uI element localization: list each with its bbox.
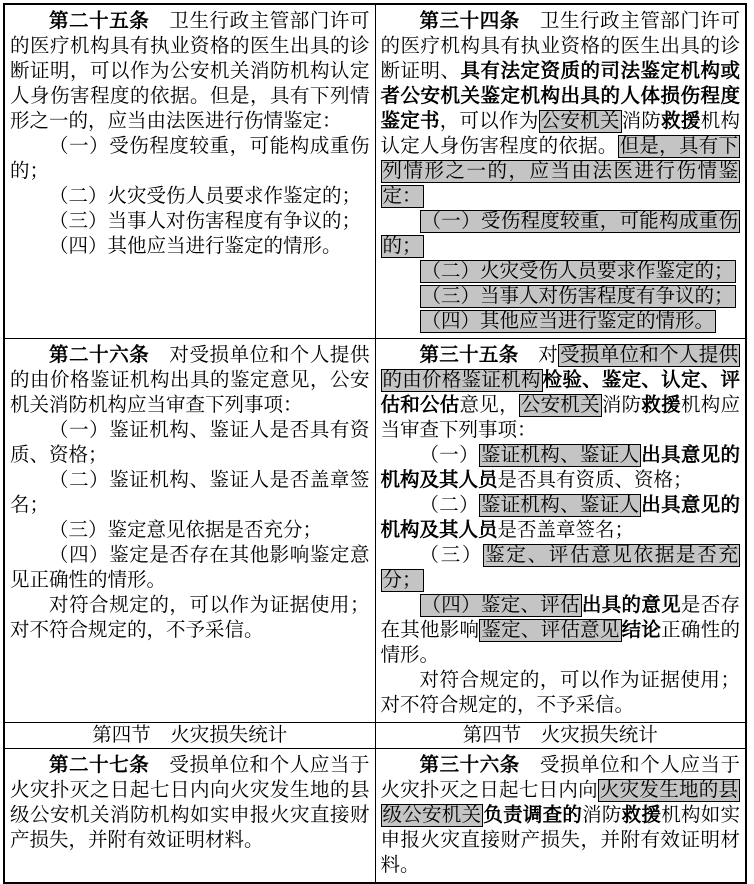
table-row — [4, 723, 746, 749]
text-segment: 正确性的情形。 — [380, 620, 740, 666]
paragraph — [10, 9, 370, 134]
paragraph — [10, 343, 370, 418]
paragraph — [10, 593, 370, 643]
text-segment: 是否盖章签名； — [497, 520, 635, 541]
cell-article-36 — [375, 749, 746, 884]
highlighted-segment: 但是，具有下列情形之一的，应当由法医进行伤情鉴定： — [382, 136, 738, 207]
highlighted-segment: （三）当事人对伤害程度有争议的； — [421, 286, 734, 307]
highlighted-segment: 公安机关 — [520, 395, 600, 416]
text-segment: （三）当事人对伤害程度有争议的； — [49, 211, 362, 232]
paragraph — [10, 468, 370, 518]
cell-article-27 — [4, 749, 375, 884]
table-row — [4, 749, 746, 884]
text-segment: （三）鉴定意见依据是否充分； — [49, 520, 323, 541]
highlighted-segment: （一）受伤程度较重，可能构成重伤的； — [382, 211, 738, 257]
paragraph — [381, 443, 741, 493]
bold-segment: 检验、鉴定、认定、评估和公估 — [380, 370, 740, 416]
comparison-table — [3, 3, 747, 884]
highlighted-segment: 公安机关 — [540, 111, 620, 132]
bold-segment: 第三十六条 — [419, 755, 520, 776]
bold-segment: 救援 — [641, 395, 681, 416]
paragraph — [381, 259, 741, 284]
bold-segment: 出具的意见 — [581, 595, 681, 616]
bold-segment: 第二十五条 — [49, 11, 150, 32]
highlighted-segment: （四）其他应当进行鉴定的情形。 — [421, 311, 715, 332]
paragraph — [381, 284, 741, 309]
paragraph — [10, 518, 370, 543]
cell-article-26 — [4, 339, 375, 723]
paragraph — [381, 753, 741, 878]
highlighted-segment: 火灾发生地的县级公安机关 — [382, 780, 738, 826]
bold-segment: 具有法定资质的司法鉴定机构或者公安机关鉴定机构出具的人体损伤程度鉴定书 — [380, 61, 740, 132]
paragraph — [10, 184, 370, 209]
text-segment: 受损单位和个人应当于火灾扑灭之日起七日内向 — [380, 755, 740, 801]
text-segment: （二）鉴证机构、鉴证人是否盖章签名； — [10, 470, 370, 516]
text-segment: 是否存在其他影响 — [380, 595, 740, 641]
text-segment: 机构如实申报火灾直接财产损失，并附有效证明材料。 — [380, 805, 740, 876]
paragraph — [10, 753, 370, 853]
bold-segment: 救援 — [661, 111, 701, 132]
section-title: 第四节 火灾损失统计 — [92, 725, 288, 746]
text-segment: 对受损单位和个人提供的由价格鉴证机构出具的鉴定意见，公安机关消防机构应当审查下列事项： — [10, 345, 370, 416]
text-segment: （一）鉴证机构、鉴证人是否具有资质、资格； — [10, 420, 370, 466]
paragraph — [381, 668, 741, 718]
text-segment: 卫生行政主管部门许可的医疗机构具有执业资格的医生出具的诊断证明、 — [380, 11, 740, 82]
highlighted-segment: 鉴定、评估意见依据是否充分； — [382, 545, 738, 591]
text-segment: 对 — [518, 345, 559, 366]
paragraph — [10, 418, 370, 468]
comparison-table-body — [4, 4, 746, 883]
bold-segment: 出具意见的机构及其人员 — [380, 495, 740, 541]
paragraph — [381, 309, 741, 334]
paragraph — [10, 209, 370, 234]
text-segment: 消防 — [621, 111, 662, 132]
text-segment: 受损单位和个人应当于火灾扑灭之日起七日内向火灾发生地的县级公安机关消防机构如实申报火灾直接财产损失，并附有效证明材料。 — [10, 755, 370, 851]
paragraph — [381, 493, 741, 543]
table-row — [4, 339, 746, 723]
table-row — [4, 4, 746, 339]
paragraph — [10, 543, 370, 593]
section-title: 第四节 火灾损失统计 — [462, 725, 658, 746]
bold-segment: 结论 — [621, 620, 662, 641]
paragraph — [381, 593, 741, 668]
text-segment: 意见， — [459, 395, 519, 416]
bold-segment: 负责调查的 — [483, 805, 583, 826]
text-segment: 机构认定人身伤害程度的依据。 — [380, 111, 740, 157]
bold-segment: 第二十七条 — [49, 755, 150, 776]
text-segment: （四）鉴定是否存在其他影响鉴定意见正确性的情形。 — [10, 545, 370, 591]
bold-segment: 第三十五条 — [419, 345, 519, 366]
bold-segment: 出具意见的机构及其人员 — [380, 445, 740, 491]
text-segment: 对符合规定的，可以作为证据使用；对不符合规定的，不予采信。 — [380, 670, 740, 716]
text-segment: （二） — [419, 495, 479, 516]
cell-article-25 — [4, 4, 375, 339]
text-segment: ，可以作为 — [439, 111, 539, 132]
bold-segment: 第二十六条 — [49, 345, 150, 366]
highlighted-segment: 鉴定、评估意见 — [481, 620, 620, 641]
text-segment: （三） — [419, 545, 484, 566]
cell-section-left — [4, 723, 375, 749]
bold-segment: 第三十四条 — [419, 11, 520, 32]
highlighted-segment: （四）鉴定、评估 — [421, 595, 580, 616]
cell-article-34 — [375, 4, 746, 339]
paragraph — [10, 134, 370, 184]
text-segment: 消防 — [601, 395, 642, 416]
text-segment: （一） — [419, 445, 479, 466]
paragraph — [10, 234, 370, 259]
paragraph — [381, 9, 741, 209]
text-segment: 消防 — [582, 805, 622, 826]
text-segment: 机构应当审查下列事项： — [380, 395, 740, 441]
cell-article-35 — [375, 339, 746, 723]
text-segment: 是否具有资质、资格； — [497, 470, 693, 491]
bold-segment: 救援 — [621, 805, 662, 826]
text-segment: （一）受伤程度较重，可能构成重伤的； — [10, 136, 370, 182]
text-segment: 卫生行政主管部门许可的医疗机构具有执业资格的医生出具的诊断证明，可以作为公安机关消防机构认定人身伤害程度的依据。但是，具有下列情形之一的，应当由法医进行伤情鉴定： — [10, 11, 370, 132]
highlighted-segment: （二）火灾受伤人员要求作鉴定的； — [421, 261, 734, 282]
paragraph — [381, 543, 741, 593]
text-segment: 对符合规定的，可以作为证据使用；对不符合规定的，不予采信。 — [10, 595, 370, 641]
cell-section-right — [375, 723, 746, 749]
text-segment: （二）火灾受伤人员要求作鉴定的； — [49, 186, 362, 207]
highlighted-segment: 鉴证机构、鉴证人 — [480, 445, 640, 466]
highlighted-segment: 受损单位和个人提供的由价格鉴证机构 — [382, 345, 738, 391]
paragraph — [381, 209, 741, 259]
highlighted-segment: 鉴证机构、鉴证人 — [480, 495, 640, 516]
text-segment: （四）其他应当进行鉴定的情形。 — [49, 236, 342, 257]
paragraph — [381, 343, 741, 443]
